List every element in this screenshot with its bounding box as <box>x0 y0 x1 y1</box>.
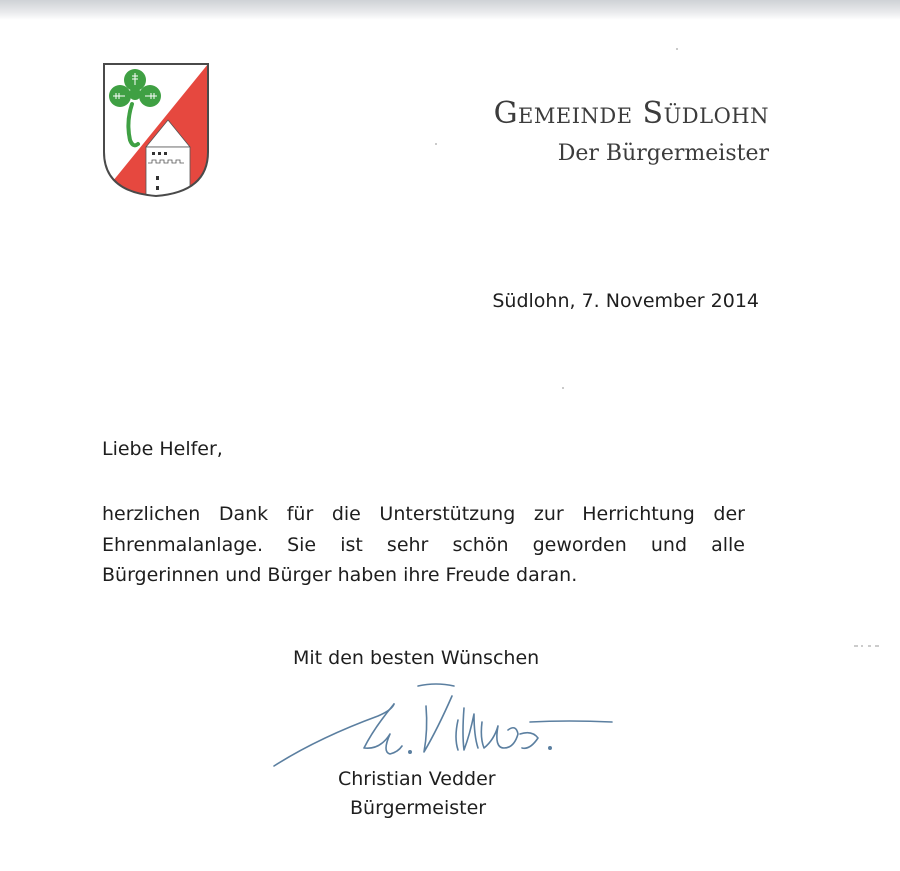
body-line: Bürgerinnen und Bürger haben ihre Freude daran. <box>102 564 578 586</box>
signer-name: Christian Vedder <box>338 768 496 790</box>
coat-of-arms-icon <box>102 62 210 198</box>
letterhead <box>494 94 769 169</box>
handwritten-signature <box>268 678 618 770</box>
office-title: Der Bürgermeister <box>557 141 769 166</box>
scan-speck <box>562 387 564 389</box>
letter-body <box>102 499 745 591</box>
body-line: Ehrenmalanlage. Sie ist sehr schön geworden und alle <box>102 533 745 556</box>
signer-title: Bürgermeister <box>350 797 487 819</box>
place-and-date: Südlohn, 7. November 2014 <box>492 290 759 312</box>
municipality-name: Gemeinde Südlohn <box>493 96 769 131</box>
scan-speck <box>435 143 437 145</box>
scan-speck <box>676 48 678 50</box>
scan-edge-shadow <box>0 0 900 20</box>
closing-phrase: Mit den besten Wünschen <box>293 647 540 669</box>
body-line: herzlichen Dank für die Unterstützung zur Herrichtung der <box>102 503 745 525</box>
salutation: Liebe Helfer, <box>102 438 223 460</box>
scan-artifact-marks <box>854 634 880 640</box>
